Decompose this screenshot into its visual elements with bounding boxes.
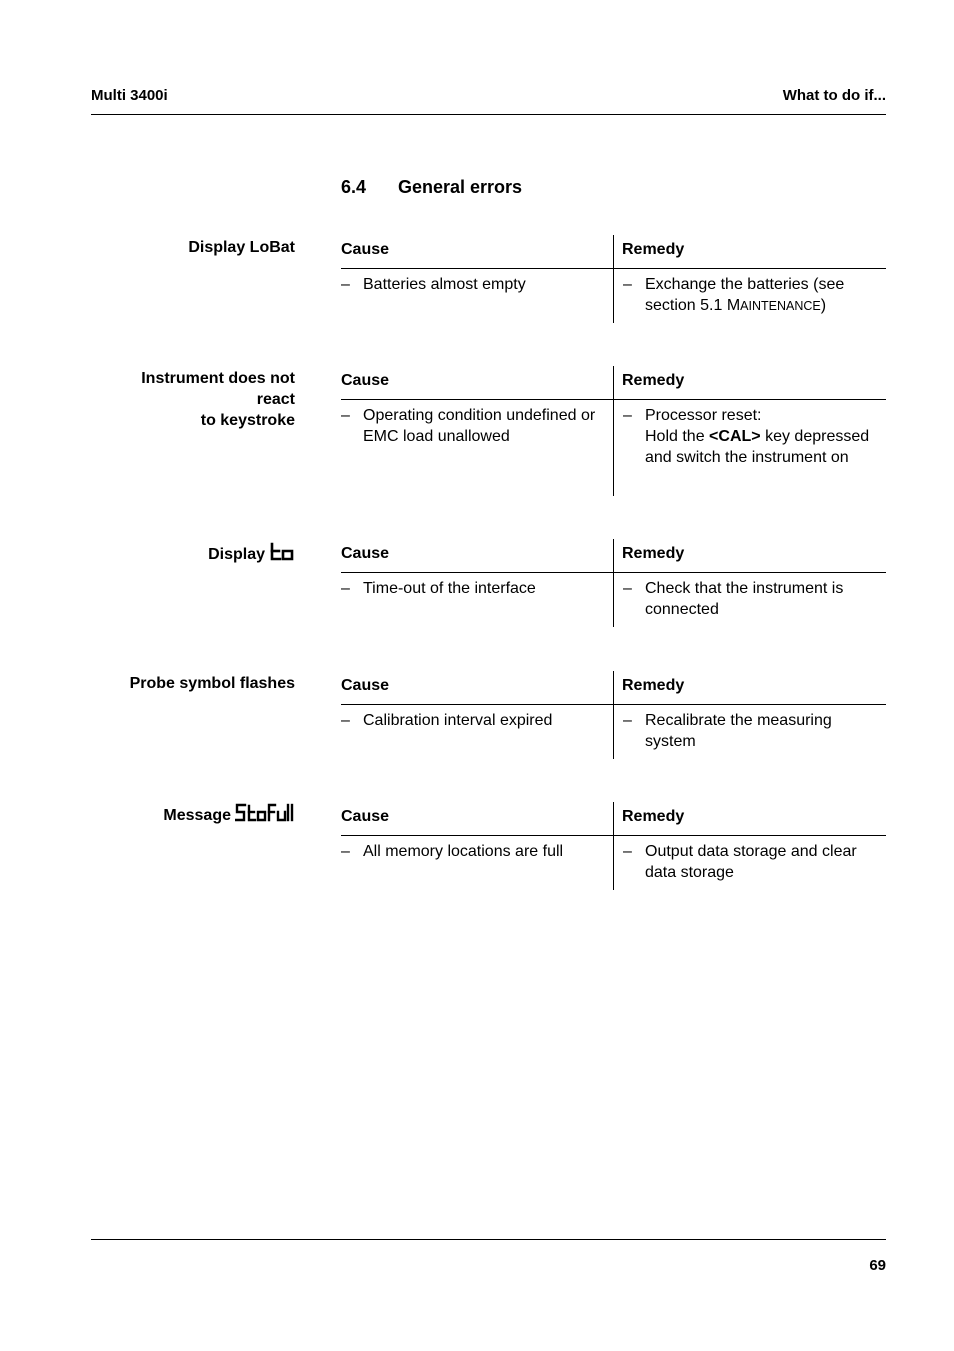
cause-cell (341, 578, 606, 599)
remedy-header: Remedy (622, 545, 685, 562)
error-label-no-reaction (85, 368, 295, 431)
lcd-to-symbol-icon (269, 542, 295, 568)
error-label-storage-full (85, 803, 295, 829)
list-dash: – (623, 580, 632, 597)
remedy-cell (623, 710, 885, 752)
list-dash: – (341, 580, 350, 597)
error-table-lobat (341, 235, 886, 314)
remedy-first-line: Processor reset: (645, 407, 762, 424)
cause-cell (341, 710, 606, 731)
cause-header: Cause (341, 545, 390, 562)
remedy-text: Check that the instrument is connected (645, 580, 844, 618)
cause-text: Operating condition undefined or EMC load unallowed (363, 407, 596, 445)
table-header (341, 671, 886, 705)
running-header-product: Multi 3400i (91, 87, 168, 104)
list-dash: – (623, 843, 632, 860)
error-label-text: Message (163, 807, 231, 824)
cause-text: Batteries almost empty (363, 276, 526, 293)
remedy-cell (623, 578, 885, 620)
table-header (341, 539, 886, 573)
error-table-timeout (341, 539, 886, 618)
remedy-text-end: key depressed and switch the instrument on (645, 428, 870, 466)
remedy-header: Remedy (622, 241, 685, 258)
maintenance-smallcaps: AINTENANCE (740, 299, 821, 313)
remedy-text: Output data storage and clear data storage (645, 843, 857, 881)
cause-text: All memory locations are full (363, 843, 564, 860)
list-dash: – (341, 712, 350, 729)
section-number: 6.4 (341, 177, 367, 197)
remedy-text (623, 405, 885, 468)
remedy-header: Remedy (622, 372, 685, 389)
table-header (341, 366, 886, 400)
lcd-stofull-symbol-icon (235, 803, 295, 829)
error-label-text: Display (208, 546, 265, 563)
remedy-text-end: ) (820, 297, 827, 314)
running-header-chapter: What to do if... (782, 87, 886, 104)
remedy-text (623, 274, 885, 317)
remedy-cell (623, 405, 885, 468)
list-dash: – (623, 276, 632, 293)
cause-header: Cause (341, 241, 390, 258)
section-title: General errors (398, 177, 523, 197)
error-label-line: to keystroke (200, 412, 295, 429)
error-table-probe-symbol (341, 671, 886, 750)
remedy-header: Remedy (622, 677, 685, 694)
remedy-text-start: Exchange the batteries (see section 5.1 M (645, 276, 845, 314)
cause-cell (341, 274, 606, 295)
table-header (341, 235, 886, 269)
cal-key: <CAL> (709, 428, 761, 445)
cause-cell (341, 841, 606, 862)
header-rule (91, 114, 886, 115)
remedy-text-start: Hold the (645, 428, 710, 445)
error-label-timeout (85, 542, 295, 568)
remedy-cell (623, 841, 885, 883)
list-dash: – (341, 276, 350, 293)
list-dash: – (341, 407, 350, 424)
cause-header: Cause (341, 372, 390, 389)
error-label-lobat: Display LoBat (188, 239, 295, 256)
table-header (341, 802, 886, 836)
list-dash: – (623, 712, 632, 729)
page-number: 69 (869, 1257, 886, 1274)
cause-text: Time-out of the interface (363, 580, 536, 597)
footer-rule (91, 1239, 886, 1240)
cause-header: Cause (341, 808, 390, 825)
remedy-text: Recalibrate the measuring system (645, 712, 832, 750)
error-table-no-reaction (341, 366, 886, 466)
cause-cell (341, 405, 606, 447)
error-table-storage-full (341, 802, 886, 881)
list-dash: – (623, 407, 632, 424)
error-label-line: Instrument does not (141, 370, 295, 387)
error-label-line: react (256, 391, 295, 408)
cause-text: Calibration interval expired (363, 712, 553, 729)
remedy-header: Remedy (622, 808, 685, 825)
error-label-probe-symbol: Probe symbol flashes (129, 675, 295, 692)
list-dash: – (341, 843, 350, 860)
remedy-cell (623, 274, 885, 317)
cause-header: Cause (341, 677, 390, 694)
